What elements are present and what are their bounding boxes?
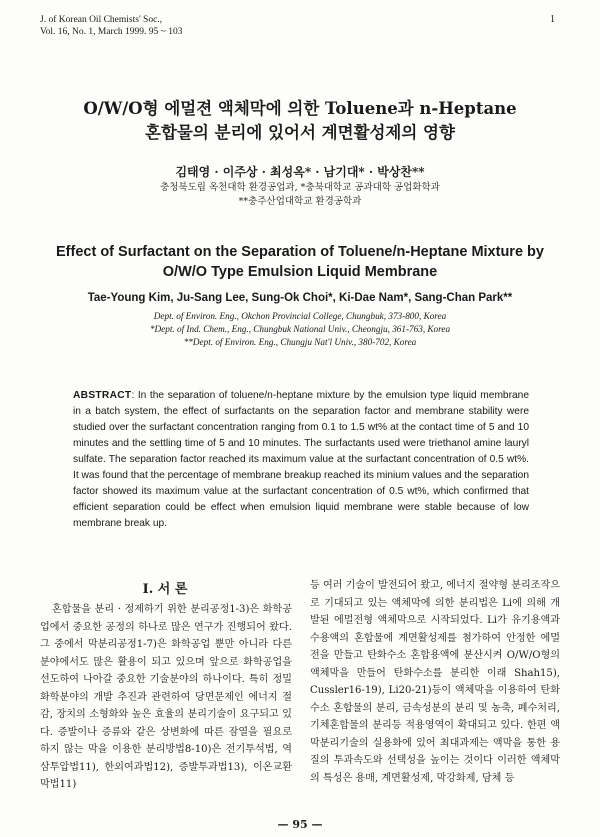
page-number-footer: — 95 — xyxy=(277,818,323,831)
korean-affiliation-1: 충청북도립 옥천대학 환경공업과, *충북대학교 공과대학 공업화학과 xyxy=(160,182,440,193)
korean-affiliation-2: **충주산업대학교 환경공학과 xyxy=(238,196,362,207)
korean-title xyxy=(0,97,600,145)
english-title-line1: Effect of Surfactant on the Separation of Toluene/n-Heptane Mixture by xyxy=(56,244,544,260)
page-number-top: 1 xyxy=(550,14,555,25)
body-column-right xyxy=(310,577,560,787)
abstract-label: ABSTRACT xyxy=(73,390,132,401)
abstract-text: : In the separation of toluene/n-heptane mixture by the emulsion type liquid membrane in a batch system, the effect of surfactants on the separation factor and membrane stability were studied over the surfactant concentration ranging from 0.1 to 1.5 wt% at the contact time of 5 and 10 minutes and the settling time of 5 and 10 minutes. The surfactants used were triethanol amine lauryl sulfate. The separation factor reached its maximum value at the surfactant concentration of 0.5 wt%. It was found that the percentage of membrane breakup reached its minium values and the separation factor showed its maximum value at the surfactant concentration of 0.5 wt%, which confirmed that efficient separation could be effect when emulsion liquid membrane were stable because of low membrane break up. xyxy=(73,390,529,529)
english-affiliation-2: *Dept. of Ind. Chem., Eng., Chungbuk National Univ., Cheongju, 361-763, Korea xyxy=(149,324,451,334)
section-heading-introduction: I. 서 론 xyxy=(142,582,188,597)
korean-authors: 김태영 · 이주상 · 최성옥* · 남기대* · 박상찬** xyxy=(175,165,425,179)
english-authors: Tae-Young Kim, Ju-Sang Lee, Sung-Ok Choi*, Ki-Dae Nam*, Sang-Chan Park** xyxy=(87,292,513,304)
english-affiliations xyxy=(0,310,600,349)
journal-volume: Vol. 16, No. 1, March 1999. 95 ~ 103 xyxy=(40,27,183,37)
english-title-line2: O/W/O Type Emulsion Liquid Membrane xyxy=(162,264,438,280)
korean-affiliations xyxy=(0,181,600,209)
english-affiliation-3: **Dept. of Environ. Eng., Chungju Nat'l Univ., 380-702, Korea xyxy=(183,337,417,347)
body-paragraph-right: 등 여러 기술이 발전되어 왔고, 에너지 절약형 분리조작으로 기대되고 있는 액체막에 의한 분리법은 Li에 의해 개발된 에멀전형 액체막으로 시작되었다. Li가 유기용액과 수용액의 혼합물에 계면활성제를 첨가하여 안정한 에멀전을 만들고 탄화수소 혼합용액에 분산시켜 O/W/O형의 액체막을 만들어 탄화수소를 분리한 이래 Shah15), Cussler16-19), Li20-21)등이 액체막을 이용하여 탄화수소 혼합물의 분리, 금속성분의 분리 및 농축, 폐수처리, 기체혼합물의 분리등 적용영역이 확대되고 있다. 한편 액막분리기술의 실용화에 있어 최대과제는 액막을 통한 용질의 투과속도와 선택성을 높이는 것이다 이러한 액체막의 특성은 용매, 계면활성제, 막강화제, 담체 등 xyxy=(310,580,560,784)
journal-citation xyxy=(40,14,182,38)
english-title xyxy=(0,242,600,282)
body-column-left xyxy=(40,601,292,794)
journal-name: J. of Korean Oil Chemists' Soc., xyxy=(40,15,163,25)
korean-title-line2: 혼합물의 분리에 있어서 계면활성제의 영향 xyxy=(145,123,455,142)
body-paragraph-left: 혼합물을 분리 · 정제하기 위한 분리공정1-3)은 화학공업에서 중요한 공정의 하나로 많은 연구가 진행되어 왔다. 그 중에서 막분리공정1-7)은 화학공업 뿐만 아니라 다른 분야에서도 많은 활용이 되고 있으며 앞으로 화학공업을 선도하여 나아갈 중요한 기술분야의 하나이다. 특히 정밀 화학분야의 개발 추진과 관련하여 당면문제인 에너지 절감, 장치의 소형화와 높은 효율의 분리기술이 요구되고 있다. 증발이나 증류와 같은 상변화에 따른 잠열을 필요로 하지 않는 막을 이용한 분리방법8-10)은 전기투석법, 역삼투압법11), 한외여과법12), 증발투과법13), 이온교환막법11) xyxy=(40,604,292,790)
english-affiliation-1: Dept. of Environ. Eng., Okchon Provincial College, Chungbuk, 373-800, Korea xyxy=(153,311,447,321)
korean-title-line1: O/W/O형 에멀젼 액체막에 의한 Toluene과 n-Heptane xyxy=(83,99,517,118)
abstract xyxy=(73,388,529,532)
